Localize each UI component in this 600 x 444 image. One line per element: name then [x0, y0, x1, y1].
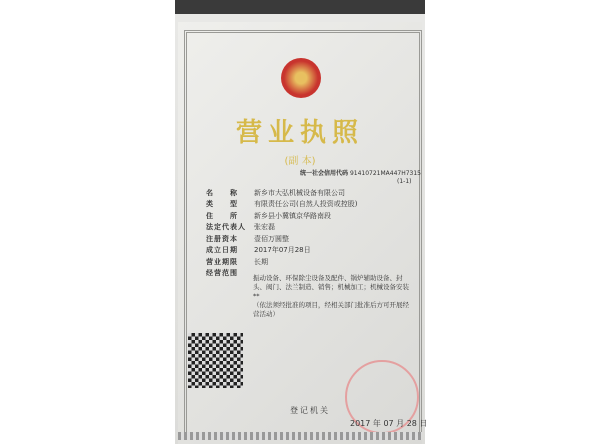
field-value: 新乡县小冀镇京华路南段 [254, 211, 331, 220]
bottom-border-pattern [178, 432, 422, 440]
field-label: 名 称 [206, 188, 238, 197]
field-row [206, 199, 416, 211]
qr-code [188, 333, 243, 388]
credit-code [300, 168, 421, 177]
license-fields [206, 187, 416, 279]
field-row [206, 256, 416, 268]
field-label: 住 所 [206, 211, 238, 220]
copy-number: (1-1) [397, 178, 412, 185]
field-value: 张宏磊 [254, 223, 275, 232]
issue-date: 2017 年 07 月 28 日 [350, 419, 428, 428]
credit-code-label: 统一社会信用代码 [300, 170, 349, 177]
field-label: 注册资本 [206, 234, 238, 243]
license-subtitle: (副 本) [284, 156, 316, 167]
field-value: 有限责任公司(自然人投资或控股) [254, 200, 358, 209]
field-value: 壹佰万圆整 [254, 234, 289, 243]
business-scope [253, 274, 411, 319]
scope-note: （依法须经批准的项目，经相关部门批准后方可开展经营活动） [253, 301, 409, 318]
scope-text: 振动设备、环保除尘设备及配件、锅炉辅助设备、封头、阀门、法兰制造、销售；机械加工；机械设备安装** [253, 274, 409, 300]
field-label: 类 型 [206, 200, 238, 209]
field-row [206, 233, 416, 245]
credit-code-value: 91410721MA447H7315 [349, 170, 421, 177]
field-row [206, 187, 416, 199]
field-label: 法定代表人 [206, 223, 246, 232]
field-label: 经营范围 [206, 269, 238, 278]
field-value: 2017年07月28日 [254, 246, 311, 255]
license-title: 营业执照 [235, 118, 364, 148]
national-emblem-icon [281, 58, 321, 98]
field-row [206, 210, 416, 222]
field-value: 长期 [254, 257, 268, 266]
field-label: 营业期限 [206, 257, 238, 266]
field-row [206, 222, 416, 234]
registration-authority: 登记机关 [290, 406, 330, 415]
field-value: 新乡市大弘机械设备有限公司 [254, 188, 345, 197]
field-row [206, 245, 416, 257]
field-label: 成立日期 [206, 246, 238, 255]
